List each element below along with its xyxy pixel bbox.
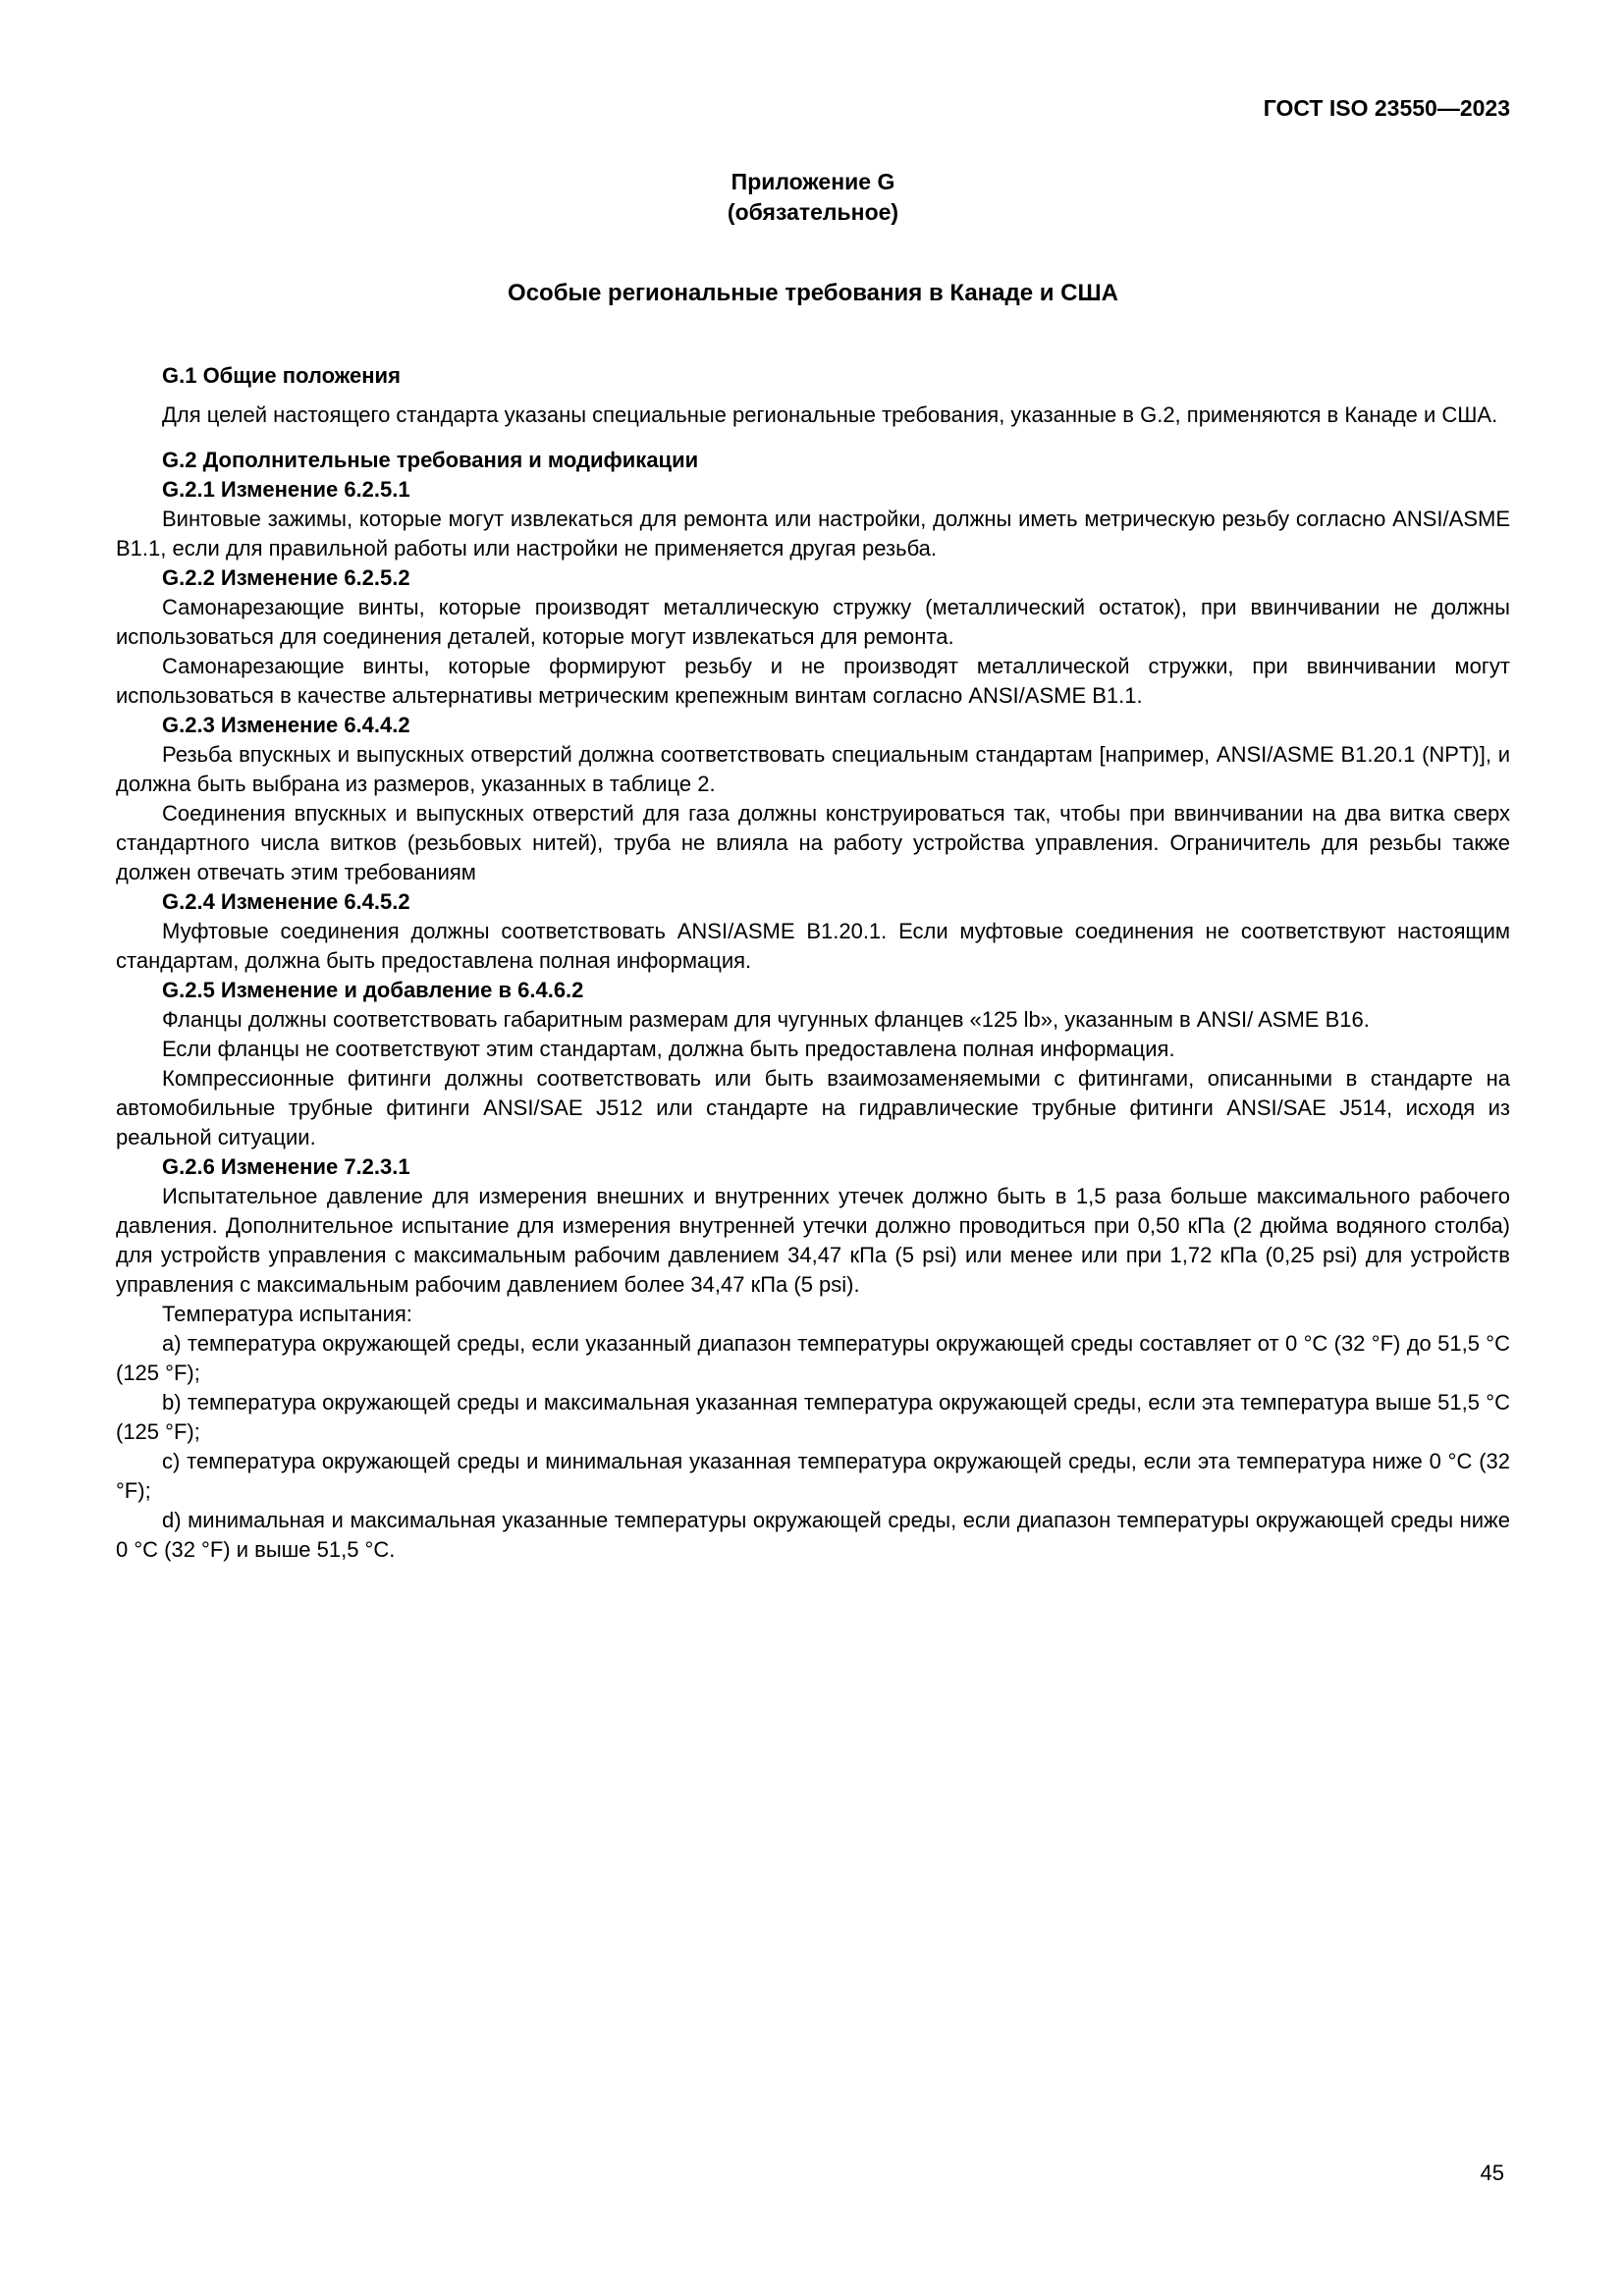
paragraph: Муфтовые соединения должны соответствовать ANSI/ASME B1.20.1. Если муфтовые соединения не соответствуют настоящим стандартам, должна быть предоставлена полная информация.	[116, 919, 1510, 973]
appendix-kind: (обязательное)	[727, 199, 899, 225]
appendix-label: Приложение G	[731, 169, 895, 194]
paragraph: Самонарезающие винты, которые производят металлическую стружку (металлический остаток), при ввинчивании не должны использоваться для соединения деталей, которые могут извлекаться для ремонта.	[116, 595, 1510, 649]
paragraph: Соединения впускных и выпускных отверстий для газа должны конструироваться так, чтобы при ввинчивании на два витка сверх стандартного числа витков (резьбовых нитей), труба не влияла на работу устройства управления. Ограничитель для резьбы также должен отвечать этим требованиям	[116, 801, 1510, 884]
list-item-b: b) температура окружающей среды и максимальная указанная температура окружающей среды, если эта температура выше 51,5 °C (125 °F);	[116, 1390, 1510, 1444]
section-heading-g2: G.2 Дополнительные требования и модификации	[162, 448, 699, 472]
paragraph: Температура испытания:	[162, 1302, 412, 1326]
paragraph: Винтовые зажимы, которые могут извлекаться для ремонта или настройки, должны иметь метрическую резьбу согласно ANSI/ASME B1.1, если для правильной работы или настройки не применяется другая резьба.	[116, 507, 1510, 561]
list-item-d: d) минимальная и максимальная указанные температуры окружающей среды, если диапазон температуры окружающей среды ниже 0 °C (32 °F) и выше 51,5 °C.	[116, 1508, 1510, 1562]
paragraph: Для целей настоящего стандарта указаны специальные региональные требования, указанные в G.2, применяются в Канаде и США.	[162, 402, 1498, 427]
section-heading-g2-6: G.2.6 Изменение 7.2.3.1	[162, 1154, 410, 1179]
paragraph: Фланцы должны соответствовать габаритным размерам для чугунных фланцев «125 lb», указанным в ANSI/ ASME B16.	[162, 1007, 1370, 1032]
paragraph: Резьба впускных и выпускных отверстий должна соответствовать специальным стандартам [например, ANSI/ASME B1.20.1 (NPT)], и должна быть выбрана из размеров, указанных в таблице 2.	[116, 742, 1510, 796]
section-heading-g2-5: G.2.5 Изменение и добавление в 6.4.6.2	[162, 978, 584, 1002]
section-heading-g2-1: G.2.1 Изменение 6.2.5.1	[162, 477, 410, 502]
list-item-a: a) температура окружающей среды, если указанный диапазон температуры окружающей среды составляет от 0 °C (32 °F) до 51,5 °C (125 °F);	[116, 1331, 1510, 1385]
section-heading-g2-2: G.2.2 Изменение 6.2.5.2	[162, 565, 410, 590]
page-number: 45	[1480, 2161, 1504, 2185]
paragraph: Компрессионные фитинги должны соответствовать или быть взаимозаменяемыми с фитингами, описанными в стандарте на автомобильные трубные фитинги ANSI/SAE J512 или стандарте на гидравлические трубные фитинги ANSI/SAE J514, исходя из реальной ситуации.	[116, 1066, 1510, 1149]
section-heading-g1: G.1 Общие положения	[162, 363, 401, 388]
appendix-title: Особые региональные требования в Канаде и США	[508, 280, 1118, 306]
section-heading-g2-4: G.2.4 Изменение 6.4.5.2	[162, 889, 410, 914]
paragraph: Самонарезающие винты, которые формируют резьбу и не производят металлической стружки, при ввинчивании могут использоваться в качестве альтернативы метрическим крепежным винтам согласно ANSI/ASME B1.1.	[116, 654, 1510, 708]
list-item-c: c) температура окружающей среды и минимальная указанная температура окружающей среды, если эта температура ниже 0 °C (32 °F);	[116, 1449, 1510, 1503]
document-header: ГОСТ ISO 23550—2023	[1263, 95, 1510, 121]
section-heading-g2-3: G.2.3 Изменение 6.4.4.2	[162, 713, 410, 737]
paragraph: Испытательное давление для измерения внешних и внутренних утечек должно быть в 1,5 раза больше максимального рабочего давления. Дополнительное испытание для измерения внутренней утечки должно проводиться при 0,50 кПа (2 дюйма водяного столба) для устройств управления с максимальным рабочим давлением 34,47 кПа (5 psi) или менее или при 1,72 кПа (0,25 psi) для устройств управления с максимальным рабочим давлением более 34,47 кПа (5 psi).	[116, 1184, 1510, 1297]
paragraph: Если фланцы не соответствуют этим стандартам, должна быть предоставлена полная информация.	[162, 1037, 1175, 1061]
page-content	[116, 94, 1510, 1565]
